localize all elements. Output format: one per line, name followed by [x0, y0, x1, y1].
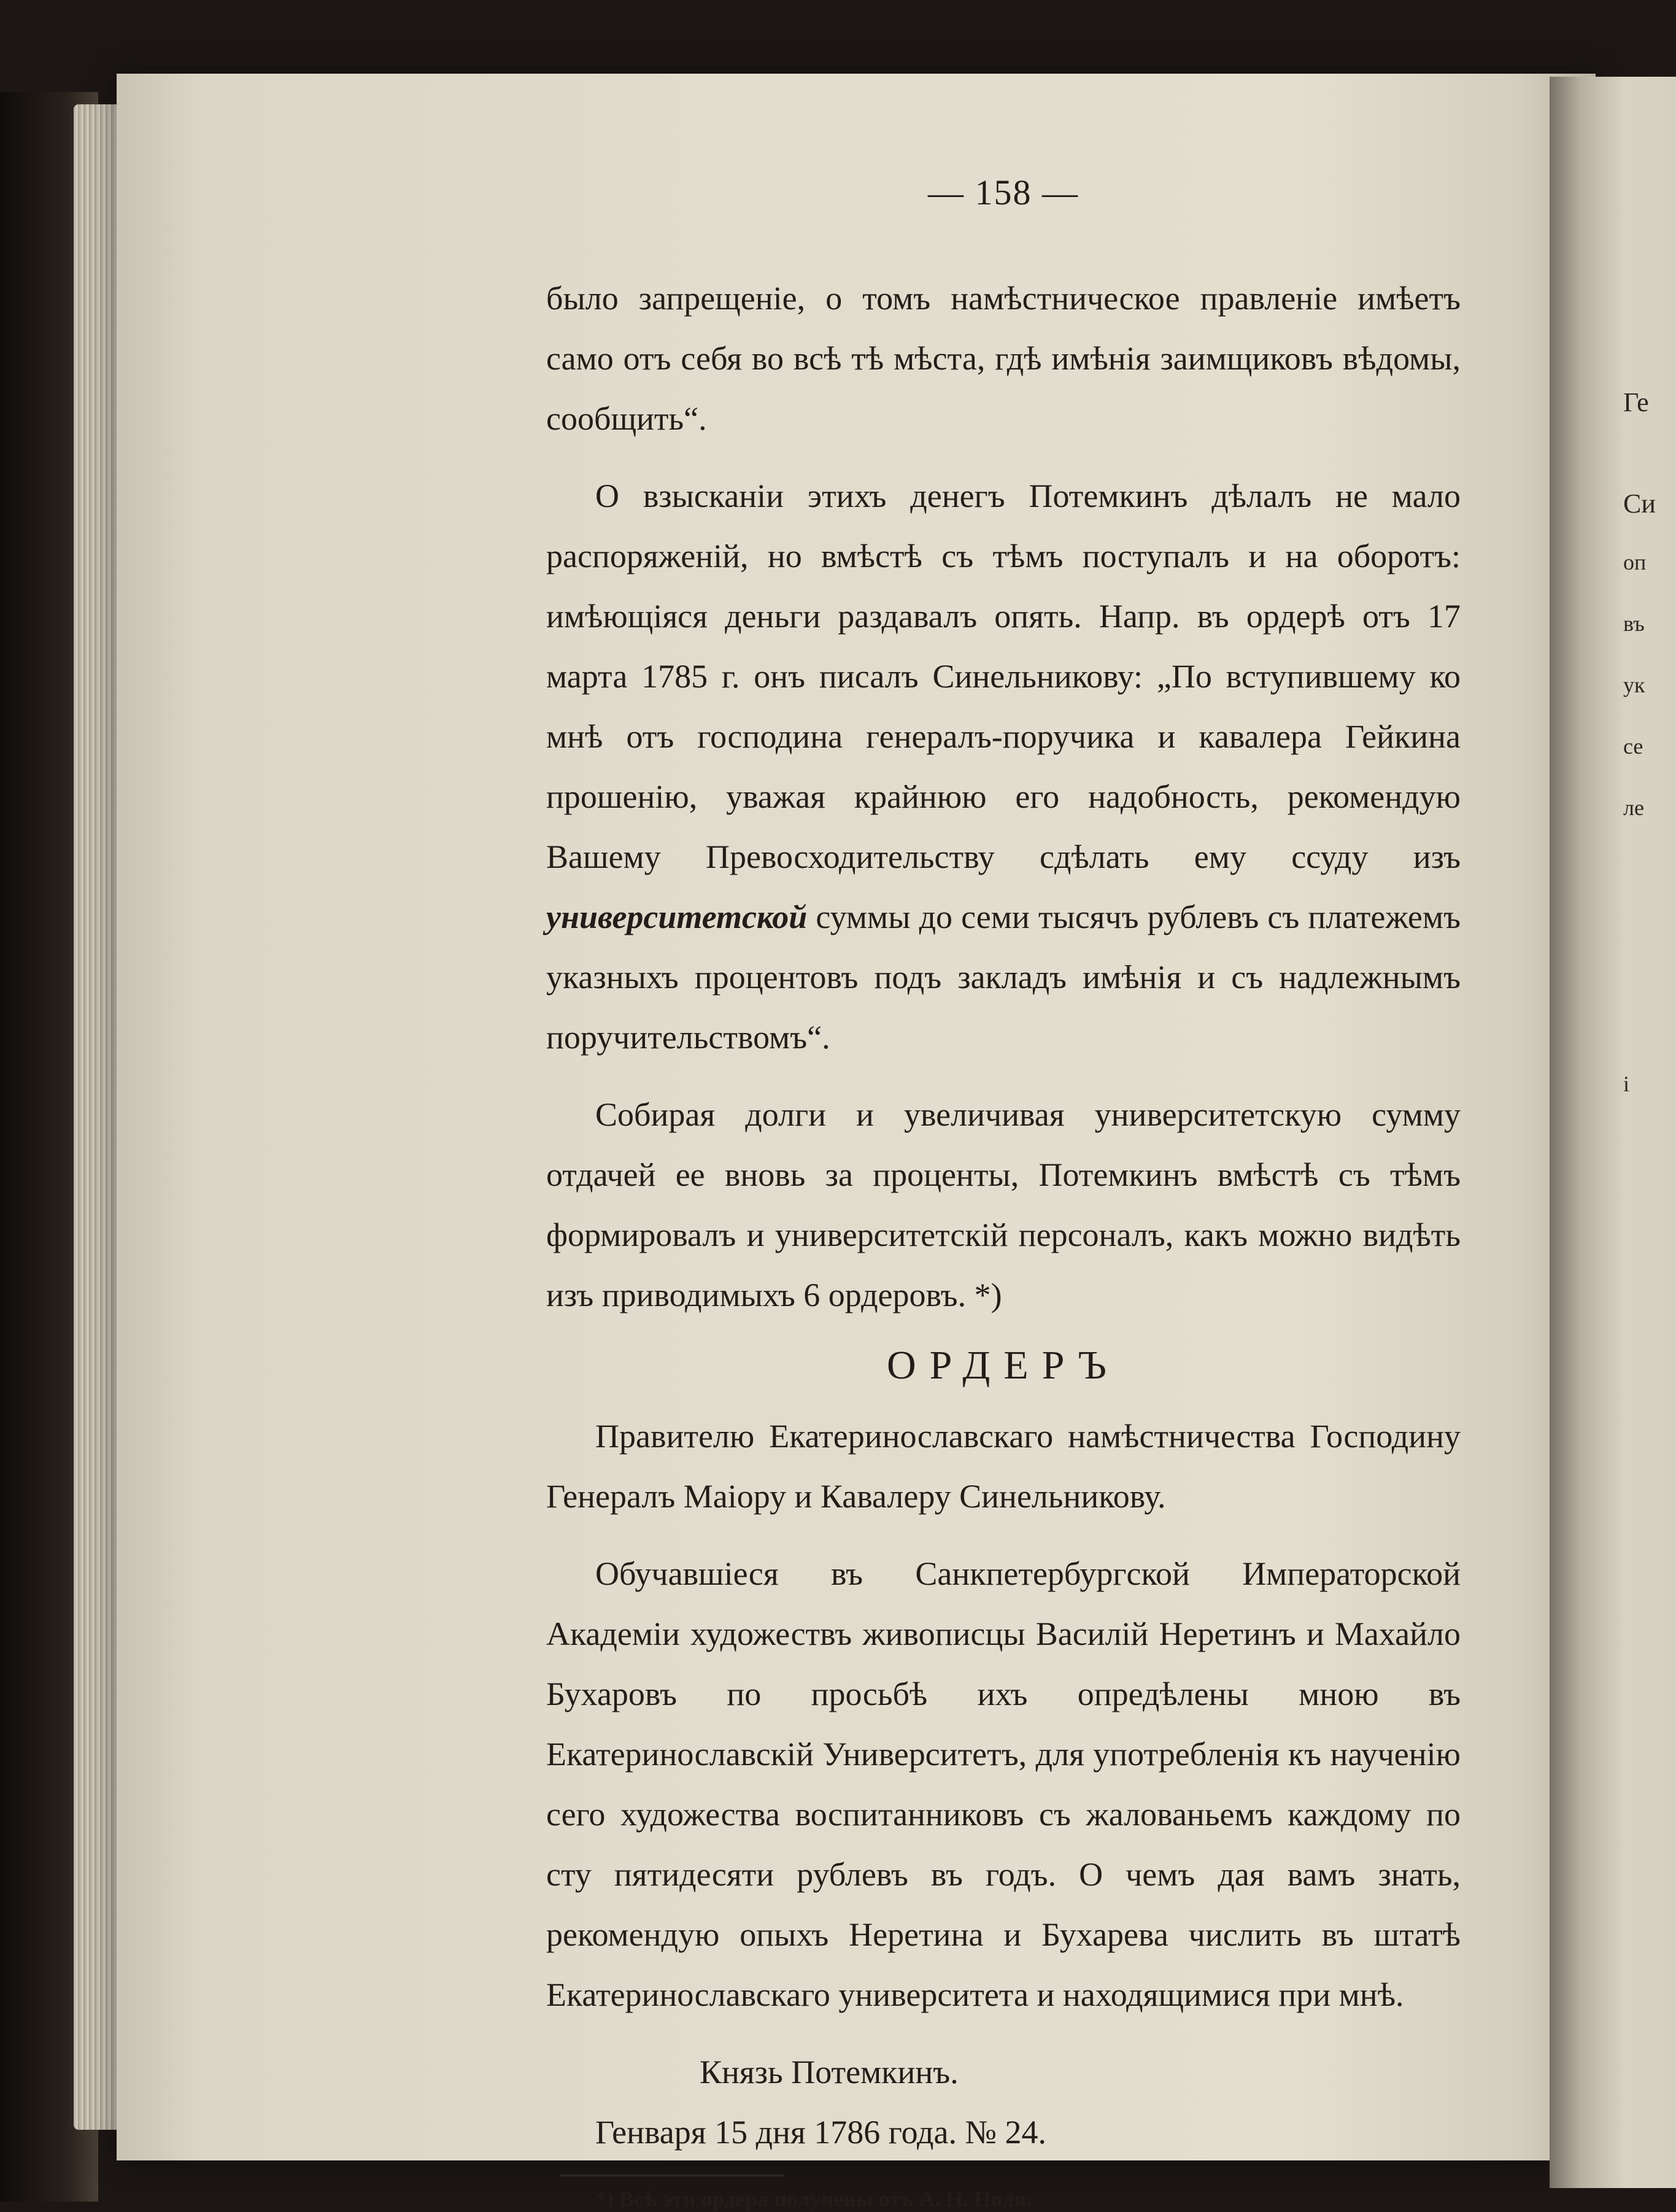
order-body: Обучавшіеся въ Санкпетербургской Императорской Академіи художествъ живописцы Василій Неретинъ и Махайло Бухаровъ по просьбѣ ихъ опредѣлены мною въ Екатеринославскій Университетъ, для употребленія къ наученію сего художества воспитанниковъ съ жалованьемъ каждому по сту пятидесяти рублевъ въ годъ. О чемъ дая вамъ знать, рекомендую опыхъ Неретина и Бухарева числить въ штатѣ Екатеринославскаго университета и находящимися при мнѣ. — [546, 1555, 1461, 2013]
next-page-fragment: се — [1623, 734, 1643, 759]
next-page-fragment: ук — [1623, 673, 1645, 697]
next-page-fragment: ле — [1623, 795, 1644, 820]
paragraph: Собирая долги и увеличивая университетскую сумму отдачей ее вновь за проценты, Потемкинъ вмѣстѣ съ тѣмъ формировалъ и университетскій персоналъ, какъ можно видѣть изъ приводимыхъ 6 ордеровъ. *) — [546, 1096, 1461, 1313]
order-addressee: Правителю Екатеринославскаго намѣстничества Господину Генералъ Маіору и Кавалеру Синельникову. — [546, 1418, 1461, 1515]
next-page-fragment: оп — [1623, 550, 1647, 574]
next-page-fragment: Си — [1623, 489, 1656, 519]
paragraph-text: О взысканіи этихъ денегъ Потемкинъ дѣлалъ не мало распоряженій, но вмѣстѣ съ тѣмъ поступалъ и на оборотъ: имѣющіяся деньги раздавалъ опять. Напр. въ ордерѣ отъ 17 марта 1785 г. онъ писалъ Синельникову: „По вступившему ко мнѣ отъ господина генералъ-поручика и кавалера Гейкина прошенію, уважая крайнюю его надобность, рекомендую Вашему Превосходительству сдѣлать ему ссуду изъ — [546, 478, 1461, 875]
book-page-right-edge — [1550, 77, 1676, 2188]
order-title: ОРДЕРЪ — [886, 1343, 1121, 1388]
paragraph: было запрещеніе, о томъ намѣстническое правленіе имѣетъ само отъ себя во всѣ тѣ мѣста, гдѣ имѣнія заимщиковъ вѣдомы, сообщить“. — [546, 280, 1461, 437]
next-page-fragment: въ — [1623, 611, 1645, 636]
next-page-fragment: і — [1623, 1072, 1630, 1096]
emphasis-text: университетской — [546, 899, 808, 935]
paragraph — [546, 466, 1461, 1067]
page-content — [546, 172, 1461, 2212]
order-date: Генваря 15 дня 1786 года. № 24. — [595, 2114, 1046, 2151]
page-number: — 158 — — [928, 172, 1079, 212]
order-signature: Князь Потемкинъ. — [700, 2054, 959, 2090]
footnote: *) Всѣ эти ордера получены отъ А. Н. Поля. — [595, 2187, 1032, 2211]
footnote-divider — [560, 2175, 784, 2176]
next-page-fragment: Ге — [1623, 387, 1649, 417]
paragraph-text: суммы до семи тысячъ рублевъ съ платежемъ указныхъ процентовъ подъ закладъ имѣнія и съ надлежнымъ поручительствомъ“. — [546, 899, 1461, 1056]
